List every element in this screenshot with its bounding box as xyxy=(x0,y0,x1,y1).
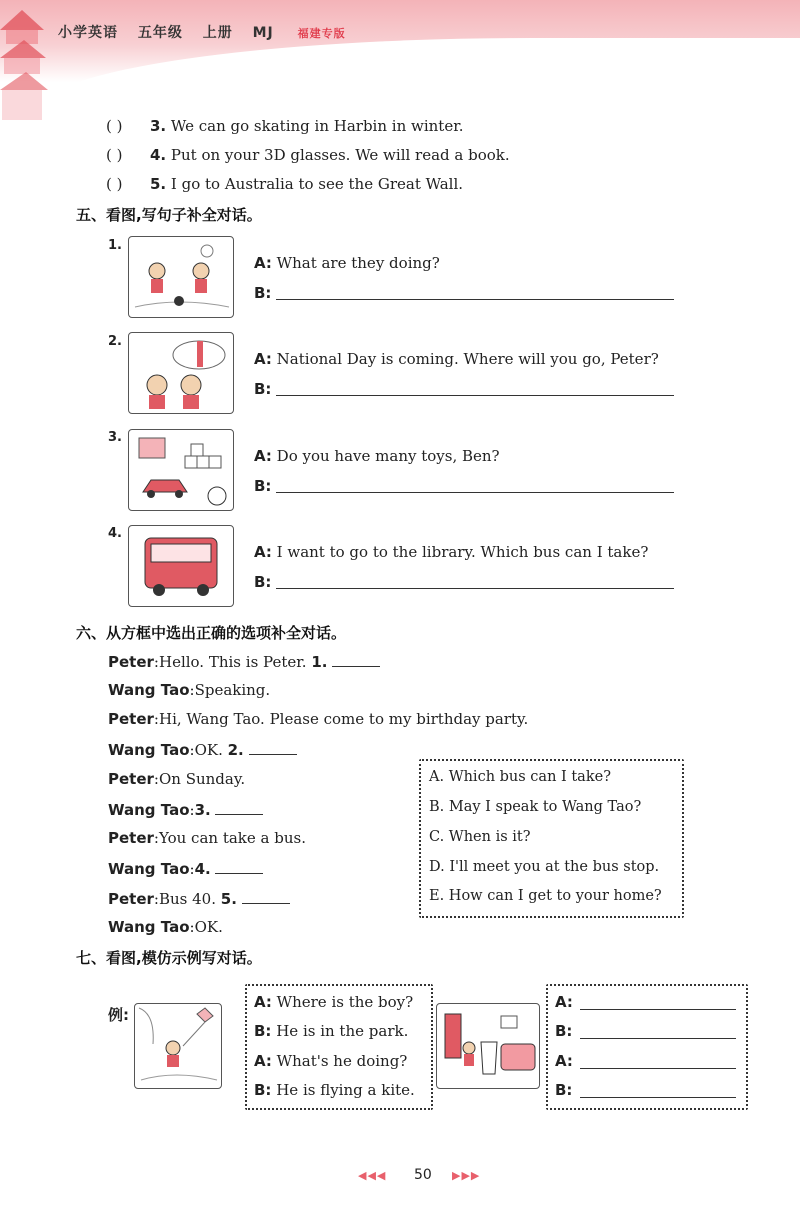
section7-title: 七、看图,模仿示例写对话。 xyxy=(76,949,262,967)
question-text: National Day is coming. Where will you go, Peter? xyxy=(276,350,659,368)
speaker-name: Wang Tao xyxy=(108,741,190,759)
example-line xyxy=(254,993,413,1011)
picture-boy-flying-kite xyxy=(134,1003,222,1089)
speaker-b: B: xyxy=(254,573,272,591)
dialogue-b-label xyxy=(254,380,271,398)
question-text: Do you have many toys, Ben? xyxy=(276,447,500,465)
dialogue-a xyxy=(254,254,440,272)
section5-title: 五、看图,写句子补全对话。 xyxy=(76,206,262,224)
speaker-a: A: xyxy=(254,993,272,1011)
answer-line[interactable] xyxy=(276,299,674,300)
header-volume: 上册 xyxy=(202,25,233,41)
dialogue-text: Bus 40. xyxy=(158,890,216,908)
judgment-row xyxy=(106,175,463,193)
answer-blank[interactable] xyxy=(242,889,290,904)
speaker-a: A: xyxy=(254,254,272,272)
speaker-name: Peter xyxy=(108,770,154,788)
answer-blank[interactable] xyxy=(249,740,297,755)
picture-children-playing-football xyxy=(128,236,234,318)
speaker-name: Wang Tao xyxy=(108,860,190,878)
left-arrows-icon: ◀◀◀ xyxy=(358,1169,387,1182)
example-line xyxy=(254,1022,408,1040)
blank-number: 3. xyxy=(194,801,211,819)
speaker-b: B: xyxy=(555,1081,573,1099)
speaker-name: Wang Tao xyxy=(108,918,190,936)
question-text: What are they doing? xyxy=(276,254,440,272)
dialogue-line: Peter:Hello. This is Peter. 1. xyxy=(108,652,380,671)
example-label: 例: xyxy=(108,1006,129,1024)
living-room-icon xyxy=(437,1004,539,1088)
speaker-b: B: xyxy=(254,1022,272,1040)
dialogue-text: Hi, Wang Tao. Please come to my birthday party. xyxy=(158,710,529,728)
answer-blank[interactable] xyxy=(215,859,263,874)
answer-line[interactable] xyxy=(580,1038,736,1039)
blank-number: 1. xyxy=(311,653,328,671)
judgment-row xyxy=(106,117,464,135)
speaker-a: A: xyxy=(555,993,573,1011)
blank-number: 4. xyxy=(194,860,211,878)
answer-paren[interactable]: ( ) xyxy=(106,146,123,164)
kite-boy-icon xyxy=(135,1004,221,1088)
dialogue-text: You can take a bus. xyxy=(158,829,306,847)
option-e: E. How can I get to your home? xyxy=(429,888,662,904)
speaker-b: B: xyxy=(555,1022,573,1040)
speaker-name: Peter xyxy=(108,653,154,671)
dialogue-line: Peter:Bus 40. 5. xyxy=(108,889,290,908)
judgment-number: 5. xyxy=(150,175,167,193)
answer-paren[interactable]: ( ) xyxy=(106,117,123,135)
pagoda-decoration-icon xyxy=(0,0,48,120)
bus-icon xyxy=(129,526,233,606)
answer-line[interactable] xyxy=(580,1068,736,1069)
speaker-a: A: xyxy=(254,447,272,465)
dialogue-line: Wang Tao:3. xyxy=(108,800,263,819)
example-text: Where is the boy? xyxy=(276,993,414,1011)
answer-paren[interactable]: ( ) xyxy=(106,175,123,193)
dialogue-text: OK. xyxy=(194,918,223,936)
speaker-b: B: xyxy=(254,380,272,398)
question-number: 4. xyxy=(108,526,122,541)
answer-blank[interactable] xyxy=(332,652,380,667)
example-line xyxy=(254,1052,407,1070)
answer-blank[interactable] xyxy=(215,800,263,815)
header-publisher: MJ xyxy=(252,25,274,41)
dialogue-text: Hello. This is Peter. xyxy=(158,653,307,671)
picture-kids-thinking-big-ben xyxy=(128,332,234,414)
dialogue-line: Wang Tao:OK. xyxy=(108,918,223,936)
dialogue-a xyxy=(254,350,659,368)
speaker-a: A: xyxy=(254,350,272,368)
dialogue-text: OK. xyxy=(194,741,223,759)
dialogue-b-label xyxy=(254,573,271,591)
question-number: 3. xyxy=(108,430,122,445)
judgment-text: We can go skating in Harbin in winter. xyxy=(170,117,464,135)
question-number: 1. xyxy=(108,238,122,253)
dialogue-line: Peter:You can take a bus. xyxy=(108,829,306,847)
football-children-icon xyxy=(129,237,233,317)
example-line xyxy=(254,1081,415,1099)
question-text: I want to go to the library. Which bus can I take? xyxy=(276,543,649,561)
speaker-a: A: xyxy=(254,1052,272,1070)
dialogue-line: Wang Tao:OK. 2. xyxy=(108,740,297,759)
judgment-text: Put on your 3D glasses. We will read a book. xyxy=(170,146,510,164)
option-a: A. Which bus can I take? xyxy=(429,769,611,785)
dialogue-b-label xyxy=(254,284,271,302)
header-edition: 福建专版 xyxy=(297,27,346,40)
picture-toys xyxy=(128,429,234,511)
dialogue-line: Wang Tao:Speaking. xyxy=(108,681,271,699)
answer-dialogue-box xyxy=(546,984,748,1110)
speaker-name: Peter xyxy=(108,829,154,847)
picture-boy-drawing-living-room xyxy=(436,1003,540,1089)
dialogue-text: Speaking. xyxy=(194,681,271,699)
answer-line[interactable] xyxy=(276,395,674,396)
example-text: What's he doing? xyxy=(276,1052,408,1070)
big-ben-thought-icon xyxy=(129,333,233,413)
dialogue-a xyxy=(254,543,648,561)
header-title xyxy=(58,22,360,42)
speaker-a: A: xyxy=(254,543,272,561)
speaker-name: Wang Tao xyxy=(108,801,190,819)
answer-line[interactable] xyxy=(580,1009,736,1010)
picture-red-bus xyxy=(128,525,234,607)
answer-line[interactable] xyxy=(580,1097,736,1098)
judgment-row xyxy=(106,146,510,164)
right-arrows-icon: ▶▶▶ xyxy=(452,1169,481,1182)
speaker-name: Wang Tao xyxy=(108,681,190,699)
section6-title: 六、从方框中选出正确的选项补全对话。 xyxy=(76,624,347,642)
dialogue-a xyxy=(254,447,500,465)
speaker-b: B: xyxy=(254,284,272,302)
header-grade: 五年级 xyxy=(137,25,183,41)
dialogue-b-label xyxy=(254,477,271,495)
answer-line[interactable] xyxy=(276,492,674,493)
speaker-b: B: xyxy=(254,1081,272,1099)
example-text: He is flying a kite. xyxy=(276,1081,415,1099)
option-d: D. I'll meet you at the bus stop. xyxy=(429,859,660,875)
speaker-name: Peter xyxy=(108,710,154,728)
blank-number: 2. xyxy=(227,741,244,759)
blank-number: 5. xyxy=(220,890,237,908)
toys-icon xyxy=(129,430,233,510)
speaker-a: A: xyxy=(555,1052,573,1070)
dialogue-line: Peter:Hi, Wang Tao. Please come to my birthday party. xyxy=(108,710,529,728)
judgment-number: 3. xyxy=(150,117,167,135)
header-subject: 小学英语 xyxy=(58,25,118,41)
page-number: 50 xyxy=(414,1167,432,1183)
judgment-number: 4. xyxy=(150,146,167,164)
option-c: C. When is it? xyxy=(429,829,531,845)
option-b: B. May I speak to Wang Tao? xyxy=(429,799,642,815)
example-text: He is in the park. xyxy=(276,1022,409,1040)
judgment-text: I go to Australia to see the Great Wall. xyxy=(170,175,464,193)
dialogue-line: Peter:On Sunday. xyxy=(108,770,246,788)
dialogue-line: Wang Tao:4. xyxy=(108,859,263,878)
dialogue-text: On Sunday. xyxy=(158,770,246,788)
speaker-b: B: xyxy=(254,477,272,495)
answer-line[interactable] xyxy=(276,588,674,589)
speaker-name: Peter xyxy=(108,890,154,908)
question-number: 2. xyxy=(108,334,122,349)
